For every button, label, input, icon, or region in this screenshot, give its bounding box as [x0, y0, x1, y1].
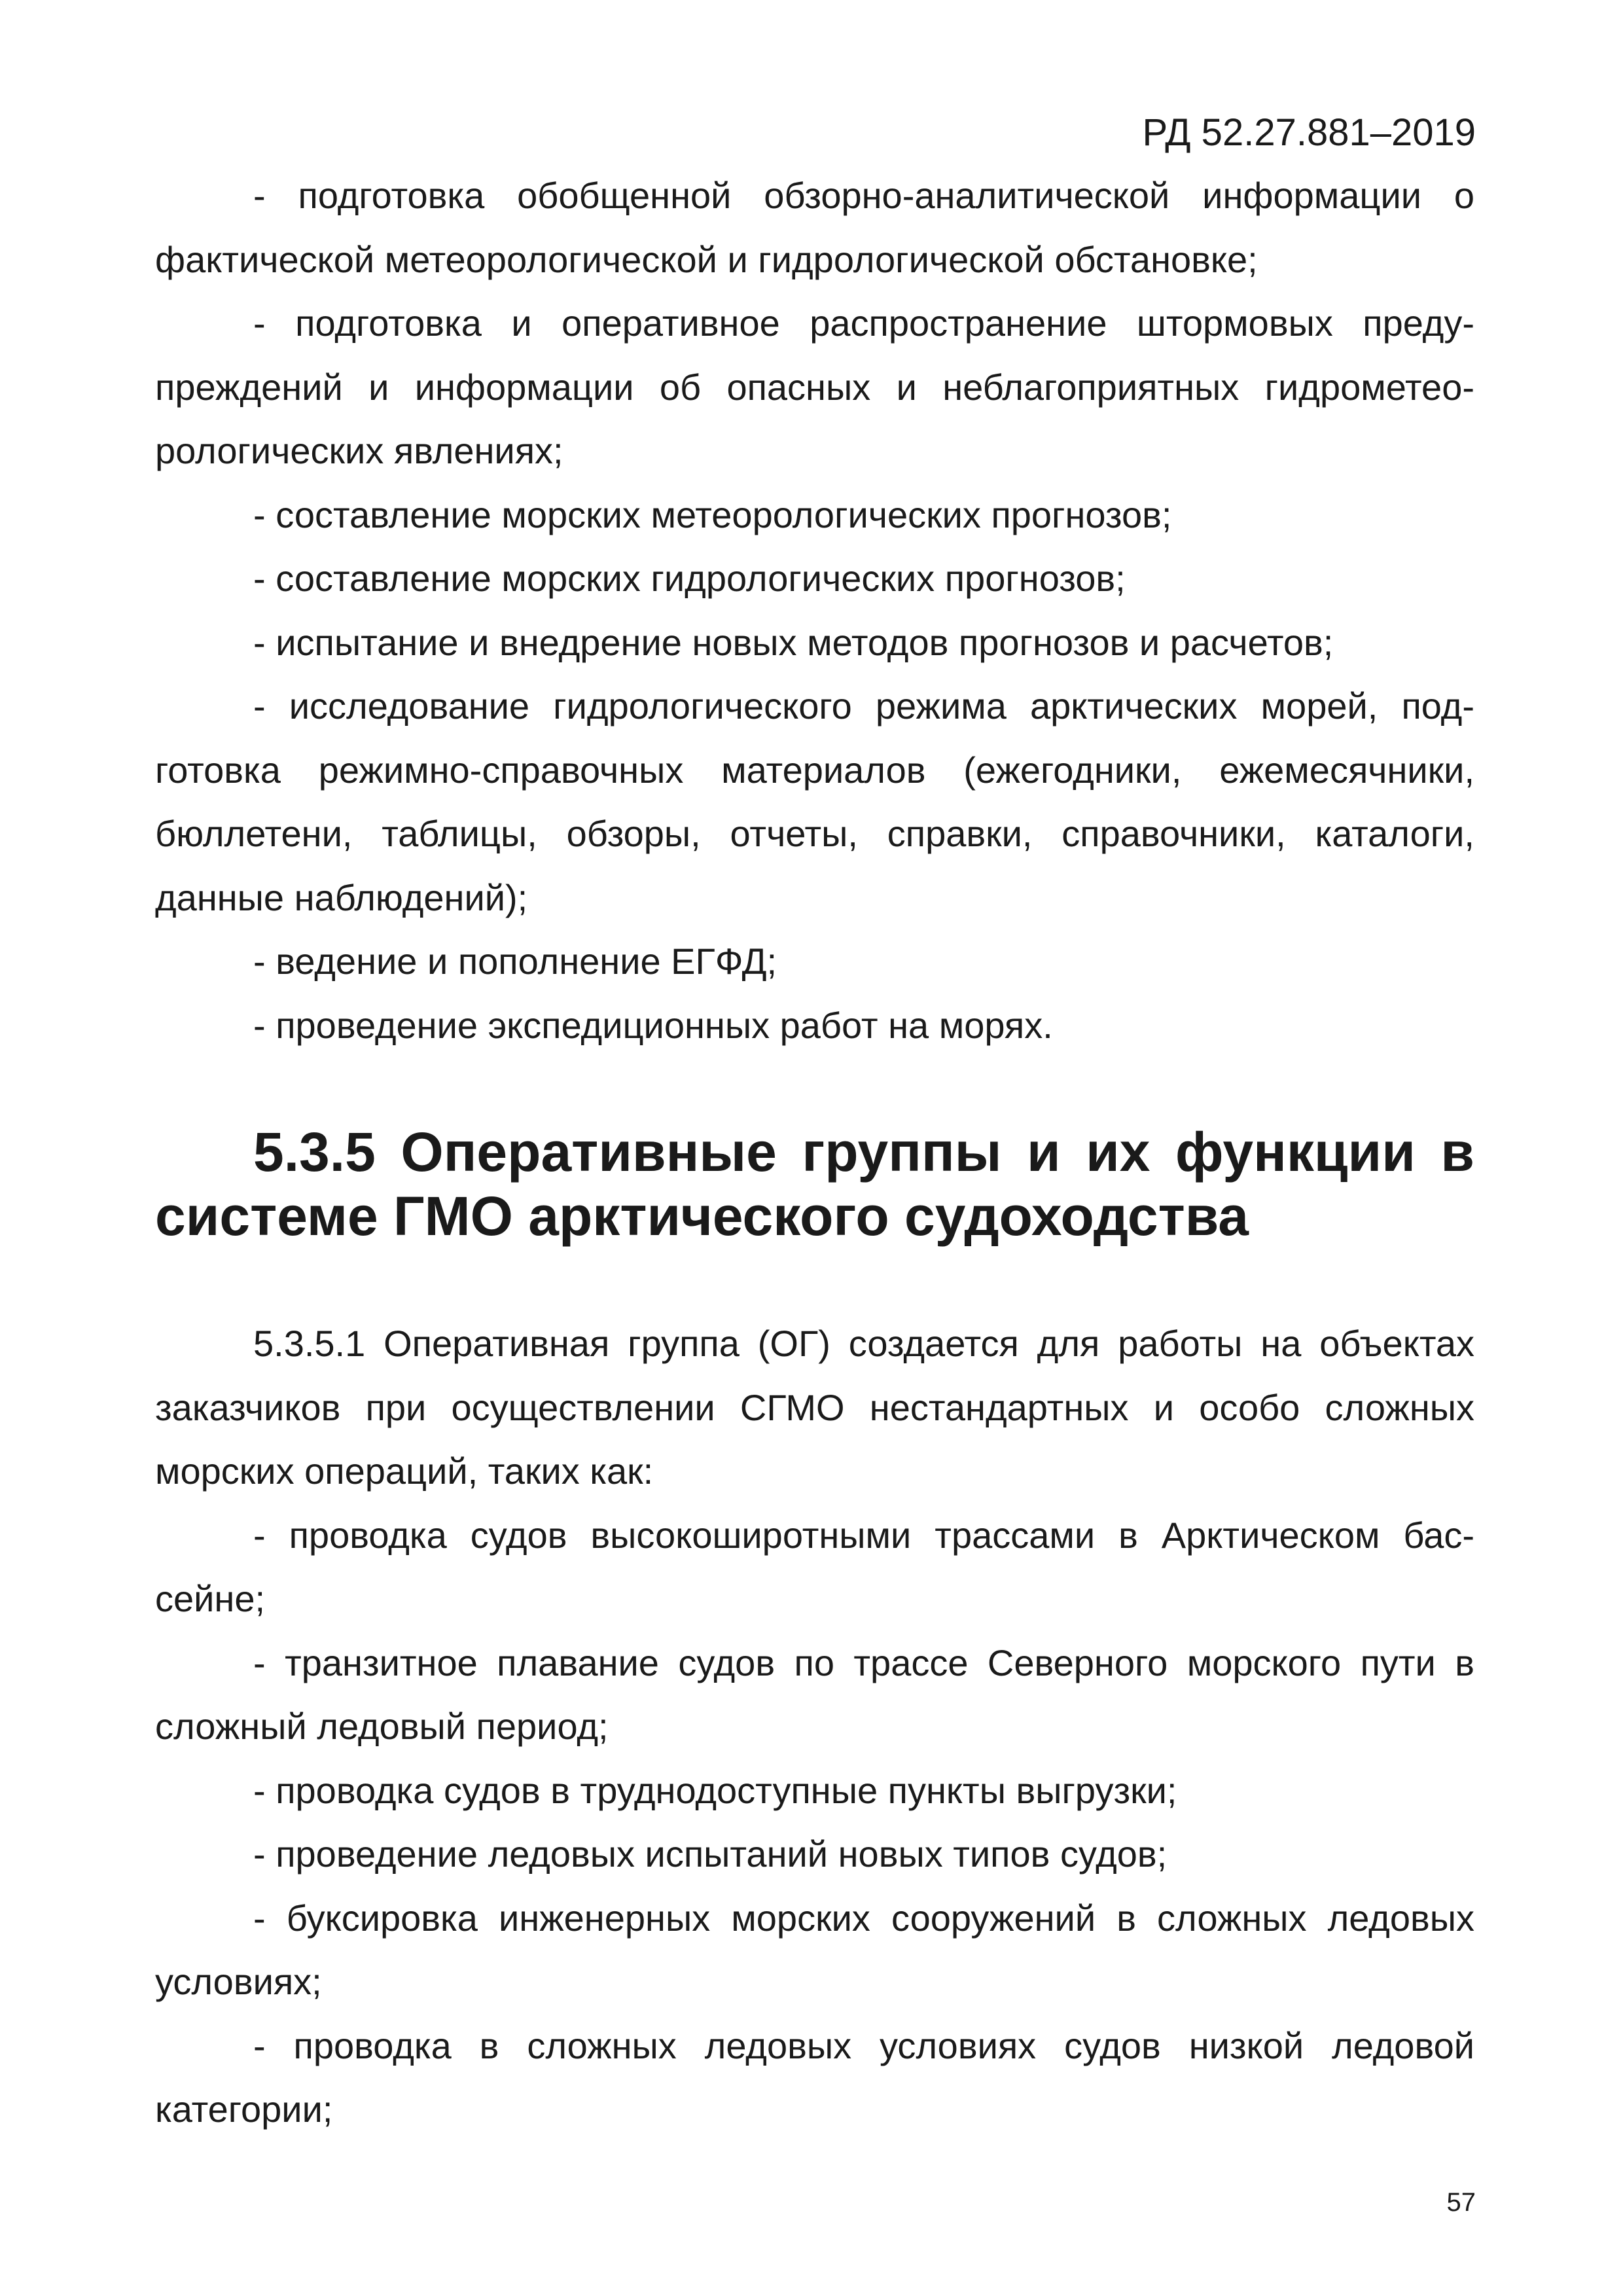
list-item: - проводка судов в труднодоступные пункты выгрузки;: [253, 1769, 1177, 1811]
page-number: 57: [1446, 2188, 1476, 2217]
spacer: [155, 1248, 1474, 1312]
list-item: - составление морских гидрологических прогнозов;: [253, 558, 1126, 599]
list-item: - исследование гидрологического режима арктических морей, под-готовка режимно-справочных материалов (ежегодники, ежемесячники, бюллетени, таблицы, обзоры, отчеты, справки, справочники, каталоги, данные наблюдений);: [155, 685, 1474, 918]
list-item: - буксировка инженерных морских сооружений в сложных ледовых условиях;: [155, 1897, 1474, 2002]
list-item: - проводка судов высокоширотными трассами в Арктическом бас-сейне;: [155, 1514, 1474, 1619]
list-item: - составление морских метеорологических прогнозов;: [253, 493, 1172, 535]
list-item: - проведение экспедиционных работ на морях.: [253, 1004, 1053, 1046]
page-content: [155, 164, 1474, 2142]
spacer: [155, 1057, 1474, 1121]
list-item: - подготовка обобщенной обзорно-аналитической информации о фактической метеорологической и гидрологической обстановке;: [155, 175, 1474, 280]
section-heading: 5.3.5 Оперативные группы и их функции в системе ГМО арктического судоходства: [155, 1121, 1474, 1247]
list-item: - проводка в сложных ледовых условиях судов низкой ледовой категории;: [155, 2024, 1474, 2130]
list-item: - ведение и пополнение ЕГФД;: [253, 941, 777, 982]
list-item: - подготовка и оперативное распространение штормовых преду-преждений и информации об опасных и неблагоприятных гидрометео-рологических явлениях;: [155, 302, 1474, 471]
list-item: - транзитное плавание судов по трассе Северного морского пути в сложный ледовый период;: [155, 1641, 1474, 1747]
document-code: РД 52.27.881–2019: [1142, 111, 1476, 154]
list-item: - проведение ледовых испытаний новых типов судов;: [253, 1833, 1168, 1874]
list-item: - испытание и внедрение новых методов прогнозов и расчетов;: [253, 621, 1334, 663]
section-intro-paragraph: 5.3.5.1 Оперативная группа (ОГ) создается для работы на объектах заказчиков при осуществлении СГМО нестандартных и особо сложных морских операций, таких как:: [155, 1323, 1474, 1492]
